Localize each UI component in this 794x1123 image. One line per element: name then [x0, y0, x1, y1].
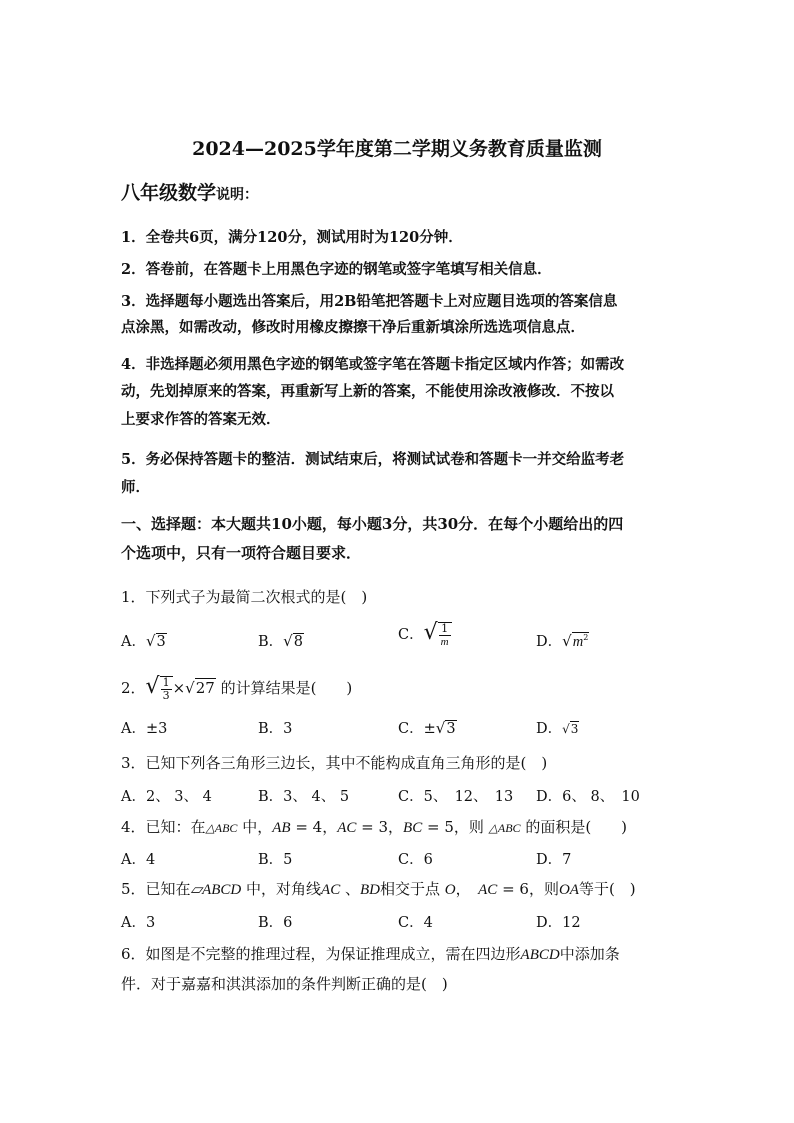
- section-heading: 个选项中，只有一项符合题目要求．: [121, 544, 362, 562]
- note-line: 5．务必保持答题卡的整洁．测试结束后，将测试试卷和答题卡一并交给监考老: [121, 451, 625, 468]
- q1-option-a: A．√3: [121, 632, 166, 650]
- q4-option-a: A．4: [121, 852, 156, 868]
- q2-option-a: A．±3: [121, 721, 168, 737]
- question-6-stem-cont: 件．对于嘉嘉和淇淇添加的条件判断正确的是( ): [121, 975, 448, 993]
- grade-label: 八年级数学: [121, 182, 217, 204]
- q5-option-c: C．4: [398, 915, 433, 931]
- q3-option-a: A．2、 3、 4: [121, 789, 212, 805]
- q2-option-c: C．±√3: [398, 719, 456, 737]
- q2-option-d: D．√3: [536, 721, 579, 737]
- section-heading: 一、选择题：本大题共10小题，每小题3分，共30分．在每个小题给出的四: [121, 515, 624, 533]
- q4-option-b: B．5: [258, 852, 293, 868]
- q5-option-a: A．3: [121, 915, 156, 931]
- subject-heading: [121, 178, 258, 205]
- q2-option-b: B．3: [258, 721, 293, 737]
- q5-option-b: B．6: [258, 915, 293, 931]
- note-line: 4．非选择题必须用黑色字迹的钢笔或签字笔在答题卡指定区域内作答；如需改: [121, 356, 625, 373]
- fraction: $\frac{1}{m}$: [438, 622, 452, 648]
- radicand: 3: [156, 634, 166, 650]
- question-4-stem: 4．已知：在△ABC 中，AB = 4，AC = 3，BC = 5，则 △ABC 的面积是( ): [121, 818, 628, 836]
- question-5-stem: 5．已知在▱ABCD 中，对角线AC 、BD相交于点 O， AC = 6，则OA等于( ): [121, 880, 636, 898]
- question-1-stem: 1．下列式子为最简二次根式的是( ): [121, 588, 368, 606]
- q1-option-b: B．√8: [258, 632, 303, 650]
- radicand: 8: [293, 634, 303, 650]
- q3-option-d: D．6、 8、 10: [536, 789, 640, 805]
- note-line: 师．: [121, 479, 150, 496]
- fraction: $\frac{1}{3}$: [160, 676, 173, 702]
- instructions-label: 说明：: [216, 187, 259, 203]
- note-line: 2．答卷前，在答题卡上用黑色字迹的钢笔或签字笔填写相关信息．: [121, 261, 552, 278]
- q3-option-c: C．5、 12、 13: [398, 789, 514, 805]
- question-6-stem: 6．如图是不完整的推理过程，为保证推理成立，需在四边形ABCD中添加条: [121, 945, 620, 963]
- note-line: 动，先划掉原来的答案，再重新写上新的答案，不能使用涂改液修改．不按以: [121, 383, 614, 400]
- q1-option-d: D．$√m^2$: [536, 632, 589, 650]
- page-title: 2024—2025学年度第二学期义务教育质量监测: [192, 138, 602, 160]
- q5-option-d: D．12: [536, 915, 581, 931]
- q4-option-c: C．6: [398, 852, 433, 868]
- q3-option-b: B．3、 4、 5: [258, 789, 350, 805]
- question-2-stem: 2．√ $\frac{1}{3}$ ×√27 的计算结果是( ): [121, 674, 353, 702]
- note-line: 3．选择题每小题选出答案后，用2B铅笔把答题卡上对应题目选项的答案信息: [121, 293, 618, 310]
- q4-option-d: D．7: [536, 852, 572, 868]
- question-3-stem: 3．已知下列各三角形三边长，其中不能构成直角三角形的是( ): [121, 754, 548, 772]
- note-line: 点涂黑，如需改动，修改时用橡皮擦擦干净后重新填涂所选选项信息点．: [121, 319, 585, 336]
- note-line: 上要求作答的答案无效．: [121, 411, 281, 428]
- q1-option-c: C．√ $\frac{1}{m}$: [398, 620, 452, 648]
- note-line: 1．全卷共6页，满分120分，测试用时为120分钟．: [121, 229, 463, 246]
